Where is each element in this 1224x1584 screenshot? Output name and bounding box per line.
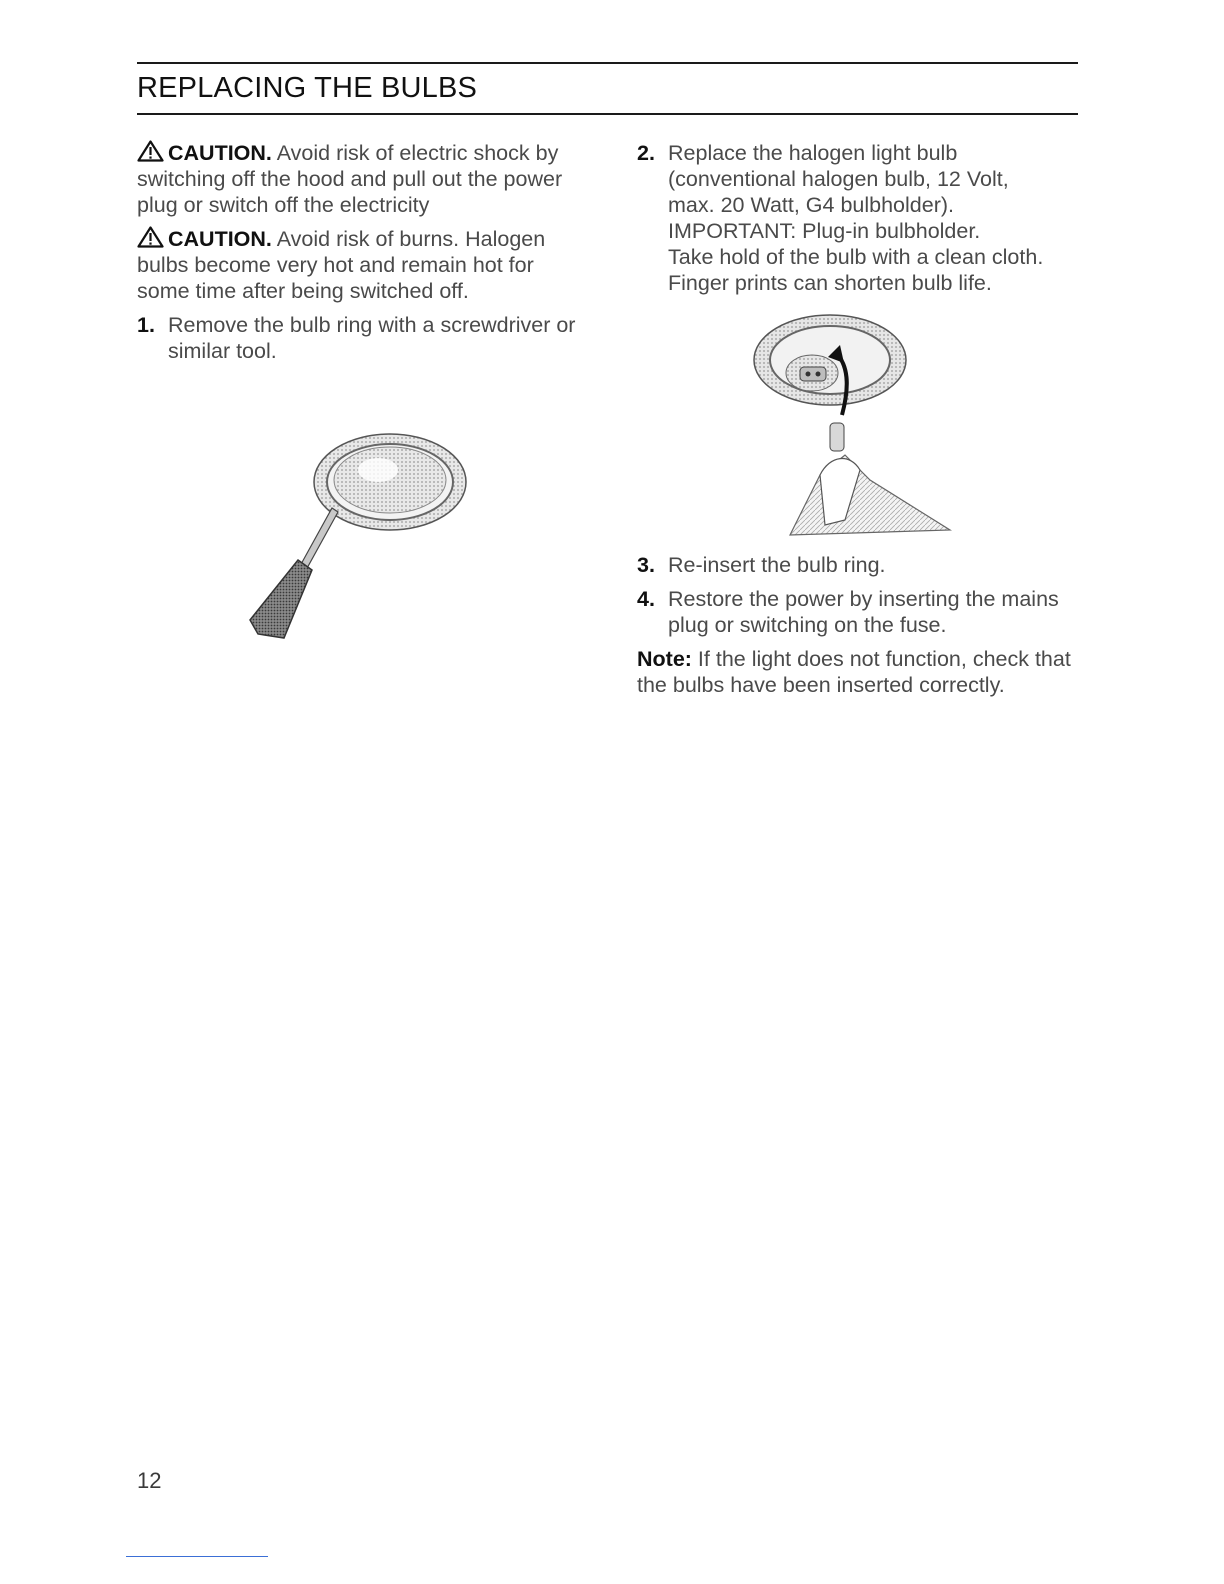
header-rule-bottom bbox=[137, 113, 1078, 115]
left-column bbox=[137, 140, 587, 372]
screwdriver-bulb-ring-illustration bbox=[240, 420, 490, 650]
step-text: Remove the bulb ring with a screwdriver or similar tool. bbox=[168, 313, 576, 363]
step-4 bbox=[637, 586, 1087, 638]
step-number: 3. bbox=[637, 553, 655, 577]
page-number: 12 bbox=[137, 1468, 162, 1493]
bulb-replacement-illustration bbox=[750, 305, 960, 540]
caution-electric-shock bbox=[137, 140, 587, 218]
step-line: IMPORTANT: Plug-in bulbholder. bbox=[668, 219, 981, 243]
footer-link-rule bbox=[126, 1556, 268, 1557]
step-line: Take hold of the bulb with a clean cloth. bbox=[668, 245, 1044, 269]
warning-triangle-icon bbox=[137, 140, 164, 162]
step-text: Re-insert the bulb ring. bbox=[668, 553, 886, 577]
step-2 bbox=[637, 140, 1087, 296]
caution-label: CAUTION. bbox=[168, 227, 272, 251]
caution-burns bbox=[137, 226, 587, 304]
step-number: 1. bbox=[137, 313, 155, 337]
caution-text: Avoid risk of electric shock by switching off the hood and pull out the power plug or switch off the electricity bbox=[137, 141, 563, 217]
step-line: max. 20 Watt, G4 bulbholder). bbox=[668, 193, 954, 217]
step-text: Restore the power by inserting the mains plug or switching on the fuse. bbox=[668, 587, 1059, 637]
step-3 bbox=[637, 552, 1087, 578]
caution-label: CAUTION. bbox=[168, 141, 272, 165]
note-text: If the light does not function, check that the bulbs have been inserted correctly. bbox=[637, 647, 1071, 697]
step-line: Replace the halogen light bulb bbox=[668, 141, 958, 165]
caution-text: Avoid risk of burns. Halogen bulbs become very hot and remain hot for some time after being switched off. bbox=[137, 227, 546, 303]
header-rule-top bbox=[137, 62, 1078, 64]
note-label: Note: bbox=[637, 647, 692, 671]
page-title: REPLACING THE BULBS bbox=[137, 72, 478, 104]
step-1 bbox=[137, 312, 587, 364]
step-number: 4. bbox=[637, 587, 655, 611]
step-line: (conventional halogen bulb, 12 Volt, bbox=[668, 167, 1009, 191]
step-number: 2. bbox=[637, 141, 655, 165]
warning-triangle-icon bbox=[137, 226, 164, 248]
note bbox=[637, 646, 1087, 698]
step-line: Finger prints can shorten bulb life. bbox=[668, 271, 992, 295]
